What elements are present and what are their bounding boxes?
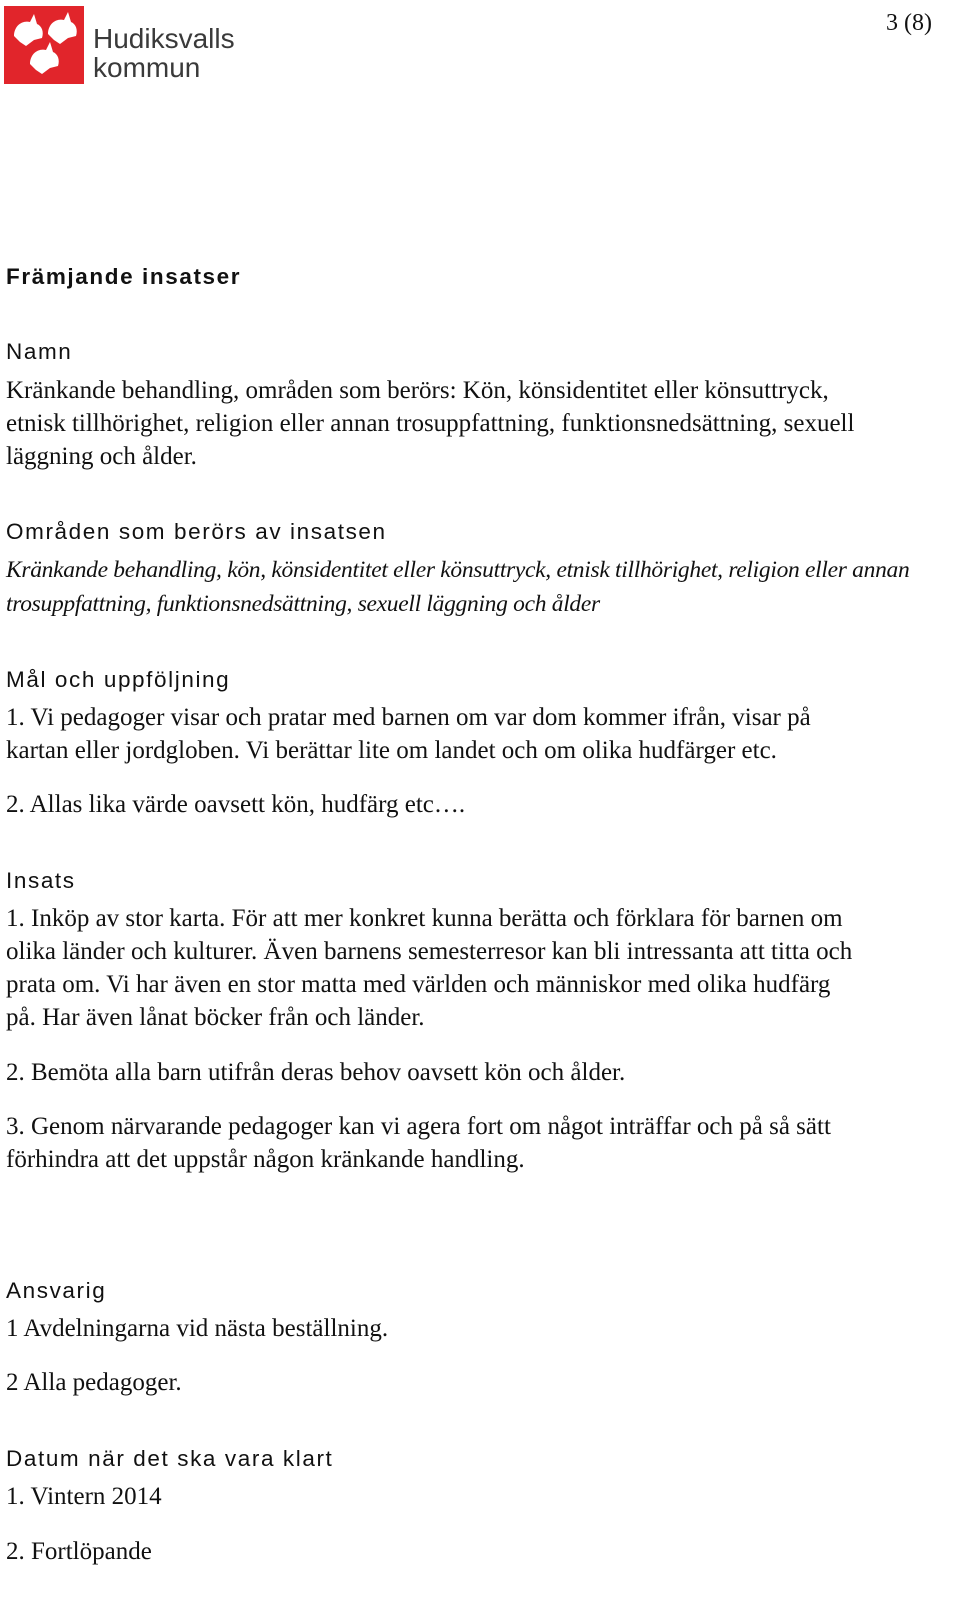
datum-heading: Datum när det ska vara klart xyxy=(6,1446,334,1471)
insats-heading: Insats xyxy=(6,868,76,893)
insats-item1 xyxy=(6,902,852,1034)
omraden-text xyxy=(6,553,909,621)
namn-line: etnisk tillhörighet, religion eller annan trosuppfattning, funktionsnedsättning, sexuell xyxy=(6,410,855,437)
insats-item3 xyxy=(6,1110,831,1176)
municipality-logo-icon xyxy=(4,6,84,84)
insats-line: 3. Genom närvarande pedagoger kan vi agera fort om något inträffar och på så sätt xyxy=(6,1113,831,1140)
ansvarig-heading: Ansvarig xyxy=(6,1278,107,1303)
namn-line: läggning och ålder. xyxy=(6,443,197,470)
mal-line: 1. Vi pedagoger visar och pratar med barnen om var dom kommer ifrån, visar på xyxy=(6,704,811,731)
omraden-line: trosuppfattning, funktionsnedsättning, sexuell läggning och ålder xyxy=(6,591,600,617)
municipality-name xyxy=(93,24,235,82)
insats-line: olika länder och kulturer. Även barnens semesterresor kan bli intressanta att titta och xyxy=(6,938,853,965)
ansvarig-item1: 1 Avdelningarna vid nästa beställning. xyxy=(6,1315,389,1342)
goat-emblem-icon xyxy=(4,6,84,84)
ansvarig-item2: 2 Alla pedagoger. xyxy=(6,1369,182,1396)
datum-item1: 1. Vintern 2014 xyxy=(6,1483,162,1510)
omraden-heading: Områden som berörs av insatsen xyxy=(6,519,387,544)
mal-heading: Mål och uppföljning xyxy=(6,667,231,692)
namn-text xyxy=(6,374,854,473)
datum-item2: 2. Fortlöpande xyxy=(6,1538,152,1565)
logo-line1: Hudiksvalls xyxy=(93,23,235,54)
insats-line: 1. Inköp av stor karta. För att mer konkret kunna berätta och förklara för barnen om xyxy=(6,905,843,932)
section-title: Främjande insatser xyxy=(6,264,242,289)
mal-item1 xyxy=(6,701,811,767)
insats-line: på. Har även lånat böcker från och länder. xyxy=(6,1004,425,1031)
logo-line2: kommun xyxy=(93,52,201,83)
namn-line: Kränkande behandling, områden som berörs: Kön, könsidentitet eller könsuttryck, xyxy=(6,377,829,404)
page-number: 3 (8) xyxy=(886,10,932,36)
mal-line: kartan eller jordgloben. Vi berättar lite om landet och om olika hudfärger etc. xyxy=(6,737,777,764)
omraden-line: Kränkande behandling, kön, könsidentitet eller könsuttryck, etnisk tillhörighet, religion eller annan xyxy=(6,557,910,583)
mal-item2: 2. Allas lika värde oavsett kön, hudfärg etc…. xyxy=(6,791,466,818)
namn-heading: Namn xyxy=(6,339,73,364)
insats-item2: 2. Bemöta alla barn utifrån deras behov oavsett kön och ålder. xyxy=(6,1059,626,1086)
insats-line: förhindra att det uppstår någon kränkande handling. xyxy=(6,1146,525,1173)
insats-line: prata om. Vi har även en stor matta med världen och människor med olika hudfärg xyxy=(6,971,831,998)
